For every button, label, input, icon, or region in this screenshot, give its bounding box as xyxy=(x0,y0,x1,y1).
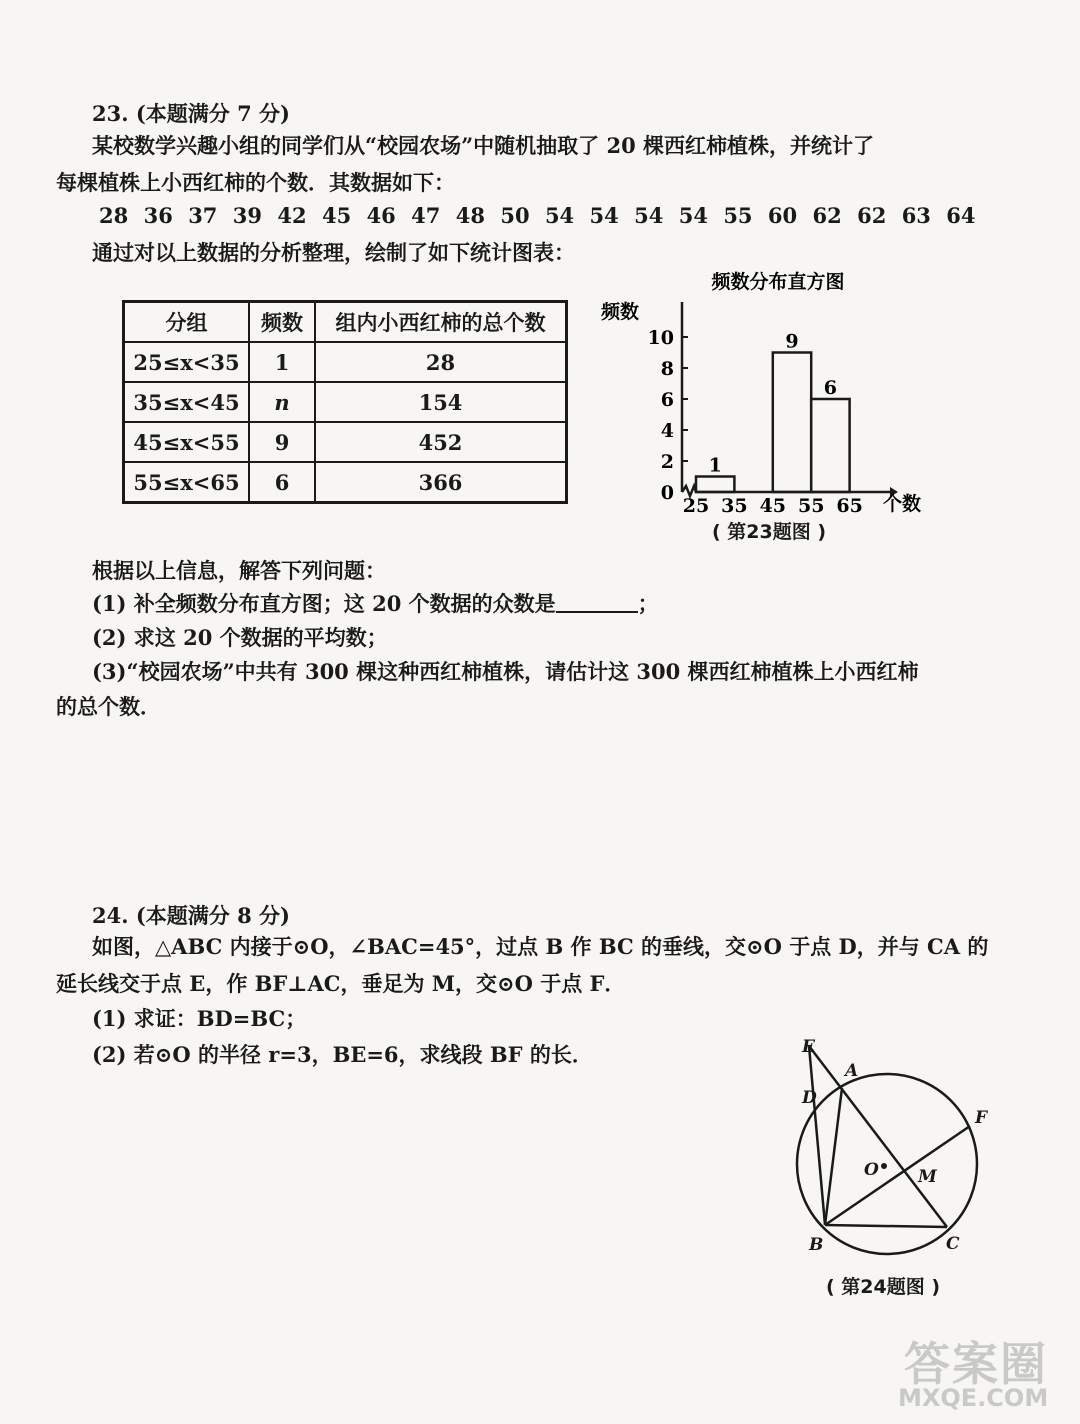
q23-part1 xyxy=(92,591,659,616)
y-tick-label: 2 xyxy=(660,451,674,473)
point-label-m: M xyxy=(918,1167,937,1187)
table-cell: 55≤x<65 xyxy=(124,462,250,503)
table-row xyxy=(124,422,567,462)
frequency-table xyxy=(122,300,568,504)
data-value: 63 xyxy=(901,203,931,228)
x-tick-label: 45 xyxy=(759,495,787,517)
q23-part3-line2: 的总个数． xyxy=(56,694,161,719)
table-cell: 9 xyxy=(249,422,315,462)
point-label-d: D xyxy=(802,1088,817,1108)
q23-heading: 23. (本题满分 7 分) xyxy=(92,101,290,126)
table-cell: 25≤x<35 xyxy=(124,342,250,382)
data-value: 36 xyxy=(143,203,173,228)
q24-heading: 24. (本题满分 8 分) xyxy=(92,903,290,928)
q23-line3: 通过对以上数据的分析整理，绘制了如下统计图表： xyxy=(92,240,575,265)
q24-part1: (1) 求证：BD=BC； xyxy=(92,1006,307,1031)
data-value: 55 xyxy=(723,203,753,228)
y-axis-label: 频数 xyxy=(600,301,640,323)
q23-figure-caption: ( 第23题图 ) xyxy=(712,521,827,543)
q24-line1: 如图，△ABC 内接于⊙O，∠BAC=45°，过点 B 作 BC 的垂线，交⊙O 于点 D，并与 CA 的 xyxy=(92,934,989,959)
answer-blank[interactable] xyxy=(556,591,638,613)
table-header-cell: 频数 xyxy=(249,302,315,343)
bar-value-label: 1 xyxy=(708,454,722,477)
table-row xyxy=(124,462,567,503)
watermark-logo: 答案圈 xyxy=(904,1337,1048,1391)
q23-part3-line1: (3)“校园农场”中共有 300 棵这种西红柿植株，请估计这 300 棵西红柿植株上小西红柿 xyxy=(92,659,919,684)
x-axis-label: 个数 xyxy=(882,493,922,515)
data-value: 62 xyxy=(812,203,842,228)
q24-figure-caption: ( 第24题图 ) xyxy=(826,1276,941,1298)
table-cell: 154 xyxy=(315,382,567,422)
point-label-a: A xyxy=(845,1061,859,1081)
table-cell: n xyxy=(249,382,315,422)
data-value: 48 xyxy=(455,203,485,228)
data-value: 64 xyxy=(946,203,976,228)
y-tick-label: 0 xyxy=(660,482,674,504)
point-label-e: E xyxy=(802,1037,815,1057)
table-cell: 35≤x<45 xyxy=(124,382,250,422)
q24-line2: 延长线交于点 E，作 BF⊥AC，垂足为 M，交⊙O 于点 F． xyxy=(56,971,626,996)
bar-value-label: 9 xyxy=(785,330,799,353)
table-cell: 366 xyxy=(315,462,567,503)
histogram-bar xyxy=(696,477,734,493)
y-tick-label: 6 xyxy=(660,389,674,411)
table-cell: 452 xyxy=(315,422,567,462)
table-header-row xyxy=(124,302,567,343)
point-label-c: C xyxy=(946,1234,960,1254)
center-dot xyxy=(881,1163,887,1169)
q24-part2: (2) 若⊙O 的半径 r=3，BE=6，求线段 BF 的长． xyxy=(92,1042,593,1067)
data-value: 54 xyxy=(678,203,708,228)
data-value: 60 xyxy=(767,203,798,228)
data-value: 45 xyxy=(321,203,352,228)
circle-geometry-figure xyxy=(790,1030,1000,1260)
line-bc xyxy=(825,1225,947,1227)
frequency-histogram xyxy=(590,262,950,552)
table-cell: 45≤x<55 xyxy=(124,422,250,462)
q23-prompt: 根据以上信息，解答下列问题： xyxy=(92,558,386,583)
line-bf xyxy=(825,1126,970,1225)
q23-line2: 每棵植株上小西红柿的个数．其数据如下： xyxy=(56,170,455,195)
histogram-bar xyxy=(811,399,849,492)
q23-part1-text: (1) 补全频数分布直方图；这 20 个数据的众数是 xyxy=(92,591,556,616)
x-tick-label: 35 xyxy=(721,495,748,517)
histogram-bar xyxy=(773,353,811,493)
bar-value-label: 6 xyxy=(823,377,838,399)
y-tick-label: 8 xyxy=(660,358,674,380)
data-value: 54 xyxy=(634,203,664,228)
data-value: 50 xyxy=(500,203,530,228)
data-value: 54 xyxy=(544,203,575,228)
data-value: 46 xyxy=(366,203,396,228)
data-value: 47 xyxy=(411,203,441,228)
table-row xyxy=(124,382,567,422)
line-ab xyxy=(825,1088,842,1225)
data-value: 28 xyxy=(99,203,129,228)
data-value: 42 xyxy=(277,203,307,228)
table-header-cell: 组内小西红柿的总个数 xyxy=(315,302,567,343)
line-ec xyxy=(809,1046,947,1227)
table-row xyxy=(124,342,567,382)
line-be xyxy=(809,1046,825,1225)
point-label-b: B xyxy=(809,1235,824,1255)
y-tick-label: 4 xyxy=(660,420,674,442)
q23-data-row xyxy=(99,203,991,228)
data-value: 37 xyxy=(188,203,218,228)
data-value: 62 xyxy=(857,203,887,228)
chart-title: 频数分布直方图 xyxy=(711,271,845,293)
x-tick-label: 65 xyxy=(836,495,863,517)
q23-part1-end: ； xyxy=(637,591,659,616)
point-label-o: O xyxy=(864,1160,879,1180)
q23-part2: (2) 求这 20 个数据的平均数； xyxy=(92,625,388,650)
q23-line1: 某校数学兴趣小组的同学们从“校园农场”中随机抽取了 20 棵西红柿植株，并统计了 xyxy=(92,133,875,158)
x-tick-label: 55 xyxy=(797,495,825,517)
point-label-f: F xyxy=(975,1108,988,1128)
table-cell: 28 xyxy=(315,342,567,382)
watermark-url: MXQE.COM xyxy=(898,1384,1049,1412)
table-cell: 1 xyxy=(249,342,315,382)
y-tick-label: 10 xyxy=(647,327,674,349)
table-header-cell: 分组 xyxy=(124,302,250,343)
data-value: 39 xyxy=(232,203,263,228)
table-cell: 6 xyxy=(249,462,315,503)
data-value: 54 xyxy=(589,203,619,228)
x-tick-label: 25 xyxy=(682,495,710,517)
